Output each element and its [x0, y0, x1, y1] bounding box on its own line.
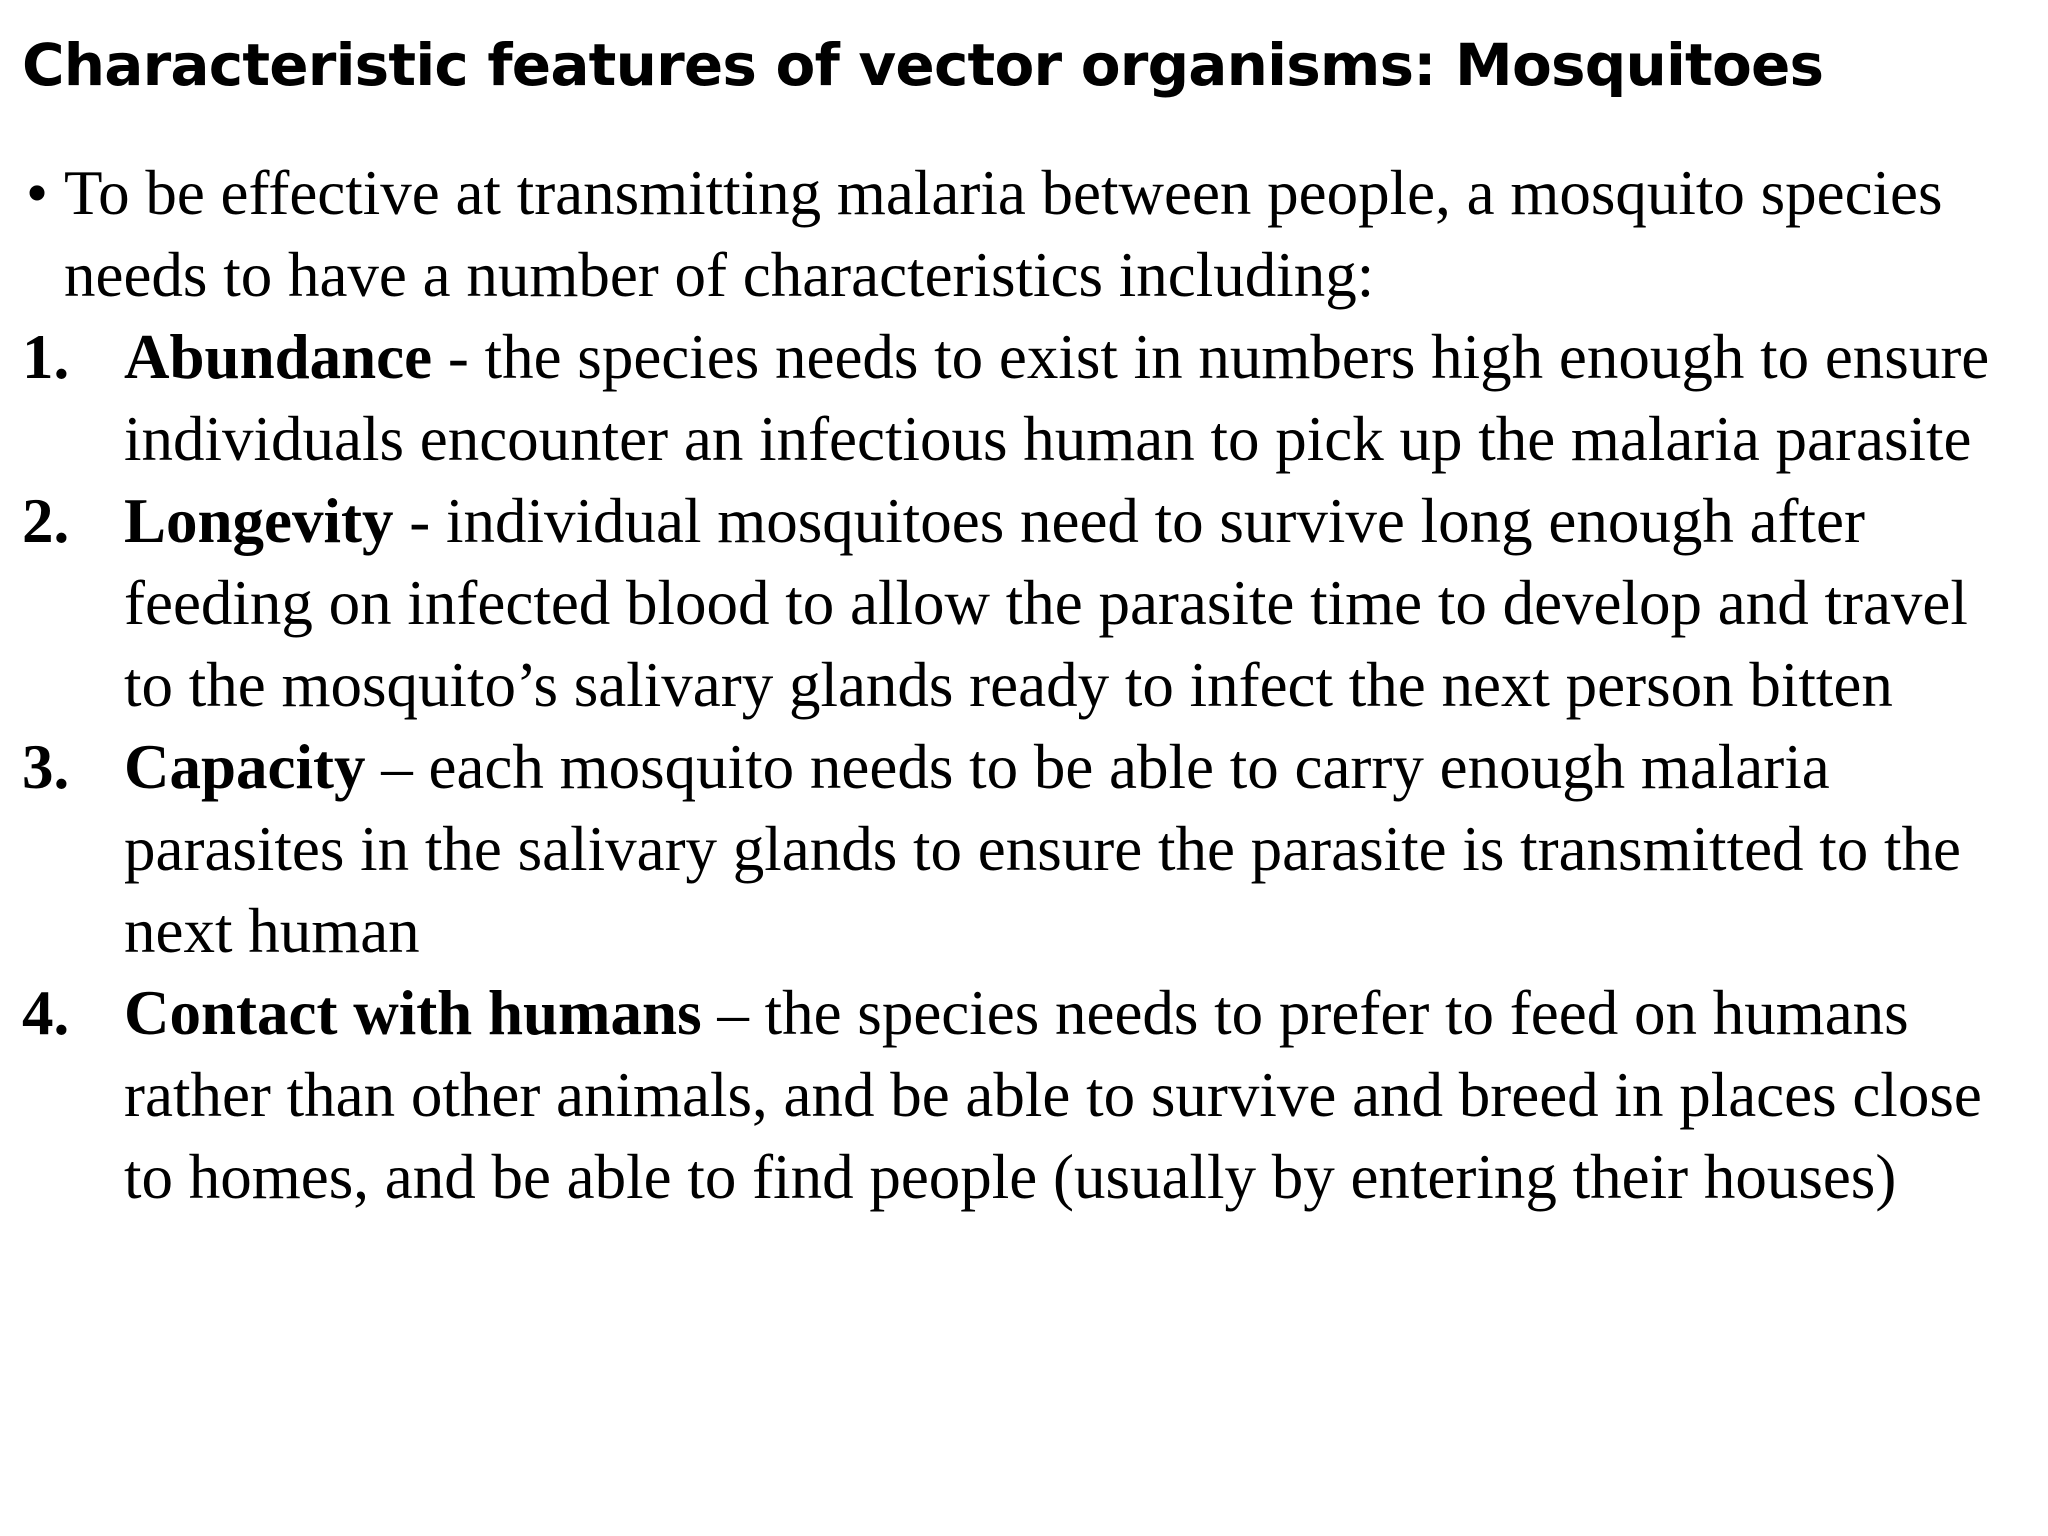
- list-item-number: 1.: [22, 322, 70, 392]
- list-item-description: - the species needs to exist in numbers high enough to ensure individuals encounter an infectious human to pick up the malaria parasite: [124, 322, 1990, 474]
- list-item-number: 2.: [22, 486, 70, 556]
- list-item-description: – each mosquito needs to be able to carry enough malaria parasites in the salivary glands to ensure the parasite is transmitted to the next human: [124, 732, 1961, 966]
- list-item-term: Longevity: [124, 486, 394, 556]
- list-item-term: Contact with humans: [124, 978, 702, 1048]
- slide-body: [22, 152, 2032, 1218]
- list-item-description: - individual mosquitoes need to survive long enough after feeding on infected blood to allow the parasite time to develop and travel to the mosquito’s salivary glands ready to infect the next person bitten: [124, 486, 1968, 720]
- list-item-description: – the species needs to prefer to feed on humans rather than other animals, and be able to survive and breed in places close to homes, and be able to find people (usually by entering their houses): [124, 978, 1982, 1212]
- list-item-number: 3.: [22, 732, 70, 802]
- list-item-abundance: [22, 316, 2032, 480]
- intro-text: To be effective at transmitting malaria between people, a mosquito species needs to have a number of characteristics including:: [64, 158, 1943, 310]
- list-item-term: Abundance: [124, 322, 433, 392]
- slide-title: Characteristic features of vector organisms: Mosquitoes: [22, 31, 1824, 99]
- list-item-longevity: [22, 480, 2032, 726]
- list-item-term: Capacity: [124, 732, 366, 802]
- bullet-icon: •: [26, 158, 49, 228]
- list-item-capacity: [22, 726, 2032, 972]
- characteristics-list: [22, 316, 2032, 1218]
- list-item-contact-with-humans: [22, 972, 2032, 1218]
- intro-paragraph: [22, 152, 2032, 316]
- list-item-number: 4.: [22, 978, 70, 1048]
